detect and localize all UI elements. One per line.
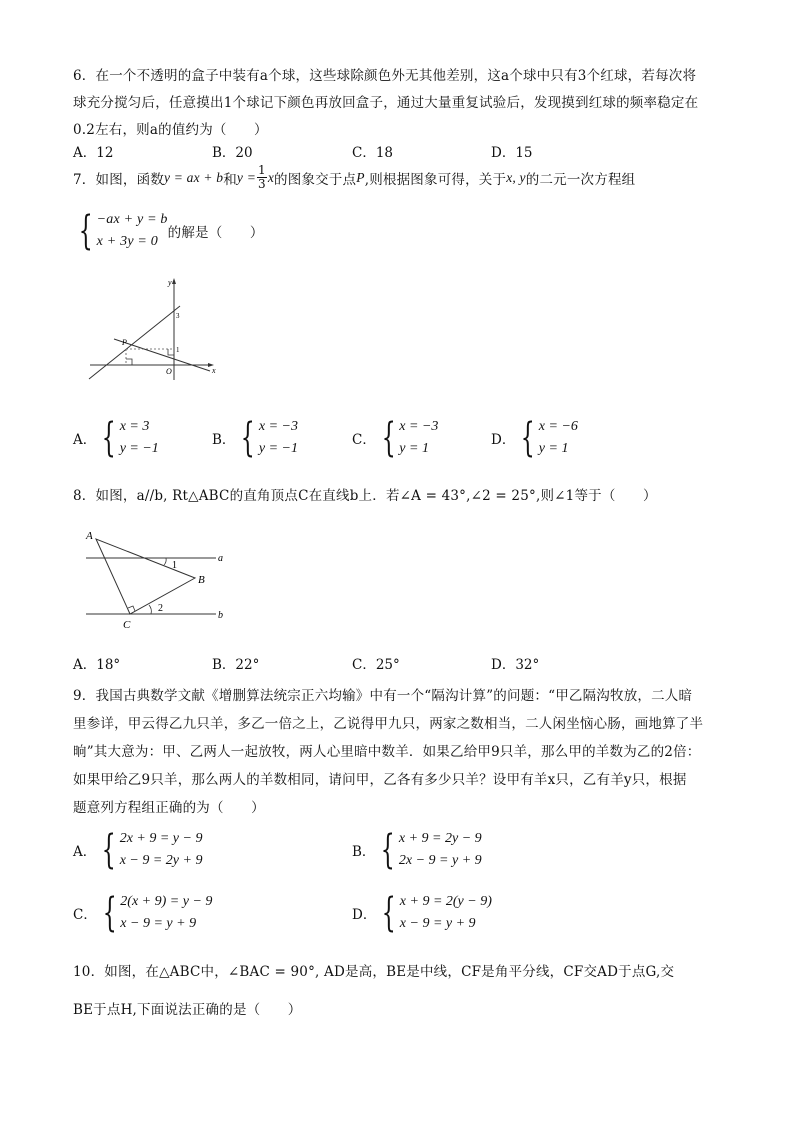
q8-label-B: B xyxy=(198,574,205,586)
q6-option-b: B．20 xyxy=(212,145,253,161)
q9-option-a-label: A． xyxy=(73,844,97,860)
q7-system xyxy=(73,209,168,253)
q7-stem-line-1 xyxy=(73,164,635,191)
q9-line-5: 题意列方程组正确的为（ ） xyxy=(73,800,265,816)
q6-option-c: C．18 xyxy=(352,145,394,161)
q8-option-a: A．18° xyxy=(73,657,121,673)
q10-line-2: BE于点H,下面说法正确的是（ ） xyxy=(73,1002,302,1018)
q7-option-d-row-1: x = −6 xyxy=(538,419,578,434)
q9-line-1: 9．我国古典数学文献《增删算法统宗正六均输》中有一个“隔沟计算”的问题：“甲乙隔沟牧放，二人暗 xyxy=(73,688,693,704)
q7-option-c-row-2: y = 1 xyxy=(399,441,429,456)
q8-label-a: a xyxy=(218,553,223,564)
q7-text-e: 的二元一次方程组 xyxy=(525,171,636,188)
q6-line-1: 6．在一个不透明的盒子中装有a个球，这些球除颜色外无其他差别，这a个球中只有3个红球，若每次将 xyxy=(73,68,697,84)
q8-label-b: b xyxy=(218,610,223,621)
q9-option-b-row-1: x + 9 = 2y − 9 xyxy=(398,831,482,846)
q8-angle-2-arc xyxy=(149,605,151,614)
q9-line-4: 如果甲给乙9只羊，那么两人的羊数相同，请问甲，乙各有多少只羊？设甲有羊x只，乙有羊y只，根据 xyxy=(73,772,687,788)
q7-option-a xyxy=(73,416,159,460)
q8-option-d: D．32° xyxy=(491,657,540,673)
q7-stem-line-2 xyxy=(73,209,264,253)
q8-label-2: 2 xyxy=(158,603,163,614)
q7-label-one: 1 xyxy=(176,346,180,354)
q7-option-a-row-1: x = 3 xyxy=(119,419,150,434)
q8-label-A: A xyxy=(86,530,93,542)
q7-option-a-brace: { xyxy=(101,415,116,461)
q7-line-third-x xyxy=(114,339,210,371)
q7-option-b-label: B． xyxy=(212,432,236,448)
q8-stem: 8．如图，a//b, Rt△ABC的直角顶点C在直线b上．若∠A = 43°,∠2 = 25°,则∠1等于（ ） xyxy=(73,488,657,504)
q7-eq-2-lhs: y = xyxy=(236,169,256,185)
q7-label-three: 3 xyxy=(176,312,180,320)
q7-option-c-brace: { xyxy=(381,415,396,461)
q9-line-2: 里参详，甲云得乙九只羊，多乙一倍之上，乙说得甲九只，两家之数相当，二人闲坐恼心肠，画地算了半 xyxy=(73,716,704,732)
q7-option-c xyxy=(352,416,438,460)
q9-option-c-row-1: 2(x + 9) = y − 9 xyxy=(120,894,213,909)
q9-option-d-row-1: x + 9 = 2(y − 9) xyxy=(399,894,492,909)
q9-option-b-label: B． xyxy=(352,844,376,860)
q9-option-c-label: C． xyxy=(73,907,97,923)
q7-system-row-2: x + 3y = 0 xyxy=(96,234,158,249)
q6-line-2: 球充分搅匀后，任意摸出1个球记下颜色再放回盒子，通过大量重复试验后，发现摸到红球的频率稳定在 xyxy=(73,95,699,111)
q9-option-a-brace: { xyxy=(101,827,116,873)
q7-eq-2-var: x xyxy=(267,169,275,185)
q7-option-a-row-2: y = −1 xyxy=(119,441,159,456)
q7-option-b-row-2: y = −1 xyxy=(258,441,298,456)
q7-option-d-brace: { xyxy=(521,415,536,461)
q7-point: P xyxy=(356,169,365,185)
q9-option-a-row-2: x − 9 = 2y + 9 xyxy=(119,853,203,868)
q7-system-row-1: −ax + y = b xyxy=(96,212,168,227)
q8-label-1: 1 xyxy=(172,560,177,571)
q7-eq-1: y = ax + b xyxy=(164,169,224,185)
q7-text-c: 的图象交于点 xyxy=(274,171,357,188)
q7-label-p: P xyxy=(122,338,127,347)
q8-label-C: C xyxy=(123,619,131,631)
q8-angle-1-arc xyxy=(164,558,166,565)
q7-vars: x, y xyxy=(506,169,526,185)
q8-option-c: C．25° xyxy=(352,657,400,673)
q7-right-angle-1 xyxy=(168,349,174,355)
q7-option-d-row-2: y = 1 xyxy=(538,441,569,456)
q6-option-a: A．12 xyxy=(73,145,114,161)
q7-label-o: O xyxy=(166,367,172,376)
q6-option-d: D．15 xyxy=(491,145,533,161)
q6-line-3: 0.2左右，则a的值约为（ ） xyxy=(73,122,268,138)
q9-line-3: 晌”其大意为：甲、乙两人一起放牧，两人心里暗中数羊．如果乙给甲9只羊，那么甲的羊数为乙的2倍： xyxy=(73,744,701,760)
q9-option-d-brace: { xyxy=(382,890,397,936)
q7-option-b-brace: { xyxy=(241,415,256,461)
q9-option-c xyxy=(73,891,212,935)
q7-y-axis-arrow-icon xyxy=(172,278,176,284)
q7-fraction-denominator: 3 xyxy=(258,177,266,191)
q7-fraction-numerator: 1 xyxy=(258,163,266,177)
q7-label-x: x xyxy=(212,366,216,375)
q7-fraction xyxy=(257,164,267,191)
q9-option-d-label: D． xyxy=(352,907,377,923)
q7-right-angle-2 xyxy=(126,359,132,365)
q7-text-a: 7．如图，函数 xyxy=(73,171,164,188)
q7-option-b-row-1: x = −3 xyxy=(258,419,298,434)
q7-text-d: ,则根据图象可得，关于 xyxy=(364,171,507,188)
q9-option-d xyxy=(352,891,492,935)
q9-option-b xyxy=(352,828,482,872)
q9-option-b-row-2: 2x − 9 = y + 9 xyxy=(398,853,482,868)
q7-option-a-label: A． xyxy=(73,432,97,448)
q9-option-c-row-2: x − 9 = y + 9 xyxy=(120,916,197,931)
q7-text-b: 和 xyxy=(223,171,237,188)
q8-triangle xyxy=(96,539,195,614)
q7-option-b xyxy=(212,416,298,460)
q9-option-a-row-1: 2x + 9 = y − 9 xyxy=(119,831,203,846)
q8-option-b: B．22° xyxy=(212,657,260,673)
q7-option-c-label: C． xyxy=(352,432,376,448)
q8-figure xyxy=(78,525,238,635)
q9-option-c-brace: { xyxy=(102,890,117,936)
q7-system-brace: { xyxy=(78,208,93,254)
q7-option-d xyxy=(491,416,578,460)
q9-option-b-brace: { xyxy=(381,827,396,873)
q8-right-angle-mark xyxy=(128,606,135,611)
q7-option-d-label: D． xyxy=(491,432,516,448)
q9-option-a xyxy=(73,828,202,872)
q10-line-1: 10．如图，在△ABC中，∠BAC = 90°, AD是高，BE是中线，CF是角平分线，CF交AD于点G,交 xyxy=(73,964,675,980)
q7-text-f: 的解是（ ） xyxy=(167,225,264,241)
q7-label-y: y xyxy=(168,278,172,287)
q9-option-d-row-2: x − 9 = y + 9 xyxy=(399,916,476,931)
q7-figure xyxy=(86,275,222,385)
q7-option-c-row-1: x = −3 xyxy=(399,419,439,434)
